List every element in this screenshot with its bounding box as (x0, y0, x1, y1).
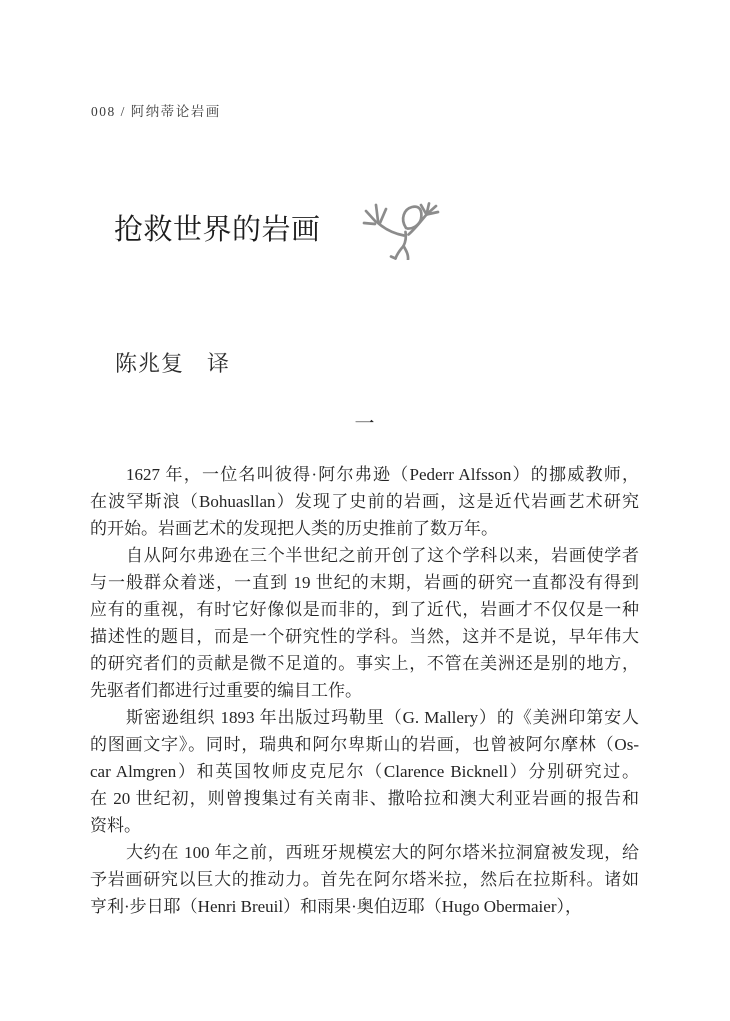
text-line: 描述性的题目，而是一个研究性的学科。当然，这并不是说，早年伟大 (90, 627, 639, 646)
translator-line: 陈兆复 译 (115, 351, 231, 376)
icon-stroke (376, 205, 378, 221)
text-line: 在波罕斯浪（Bohuasllan）发现了史前的岩画，这是近代岩画艺术研究 (90, 492, 639, 511)
section-number: 一 (354, 413, 375, 435)
icon-stroke (396, 246, 404, 259)
body-text (90, 461, 639, 920)
rock-art-figure-icon (360, 201, 440, 260)
text-line: 与一般群众着迷，一直到 19 世纪的末期，岩画的研究一直都没有得到 (90, 573, 639, 592)
text-line: 应有的重视，有时它好像似是而非的，到了近代，岩画才不仅仅是一种 (90, 600, 639, 619)
running-header: 008 / 阿纳蒂论岩画 (91, 104, 221, 119)
text-line: 斯密逊组织 1893 年出版过玛勒里（G. Mallery）的《美洲印第安人 (126, 708, 639, 727)
icon-stroke (366, 211, 376, 222)
text-line: 在 20 世纪初，则曾搜集过有关南非、撒哈拉和澳大利亚岩画的报告和 (90, 789, 639, 808)
text-line: 的研究者们的贡献是微不足道的。事实上，不管在美洲还是别的地方， (90, 654, 639, 673)
icon-stroke (378, 223, 404, 236)
text-line: 亨利·步日耶（Henri Breuil）和雨果·奥伯迈耶（Hugo Obermaier）， (90, 897, 582, 916)
text-line: 先驱者们都进行过重要的编目工作。 (90, 681, 362, 700)
text-line: 资料。 (90, 816, 141, 835)
text-line: 的图画文字》。同时，瑞典和阿尔卑斯山的岩画，也曾被阿尔摩林（Os- (90, 735, 639, 754)
text-line: 自从阿尔弗逊在三个半世纪之前开创了这个学科以来，岩画使学者 (126, 546, 639, 565)
icon-stroke (380, 209, 386, 223)
text-line: 予岩画研究以巨大的推动力。首先在阿尔塔米拉，然后在拉斯科。诸如 (90, 870, 639, 889)
text-line: 1627 年，一位名叫彼得·阿尔弗逊（Pederr Alfsson）的挪威教师， (126, 465, 639, 484)
text-line: 的开始。岩画艺术的发现把人类的历史推前了数万年。 (90, 519, 498, 538)
icon-stroke (391, 257, 396, 259)
text-line: 大约在 100 年之前，西班牙规模宏大的阿尔塔米拉洞窟被发现，给 (126, 843, 639, 862)
icon-stroke (409, 215, 427, 235)
chapter-title: 抢救世界的岩画 (114, 214, 321, 246)
icon-stroke (404, 246, 409, 260)
text-line: car Almgren）和英国牧师皮克尼尔（Clarence Bicknell）分别研究过。 (90, 762, 639, 781)
icon-stroke (364, 223, 375, 224)
